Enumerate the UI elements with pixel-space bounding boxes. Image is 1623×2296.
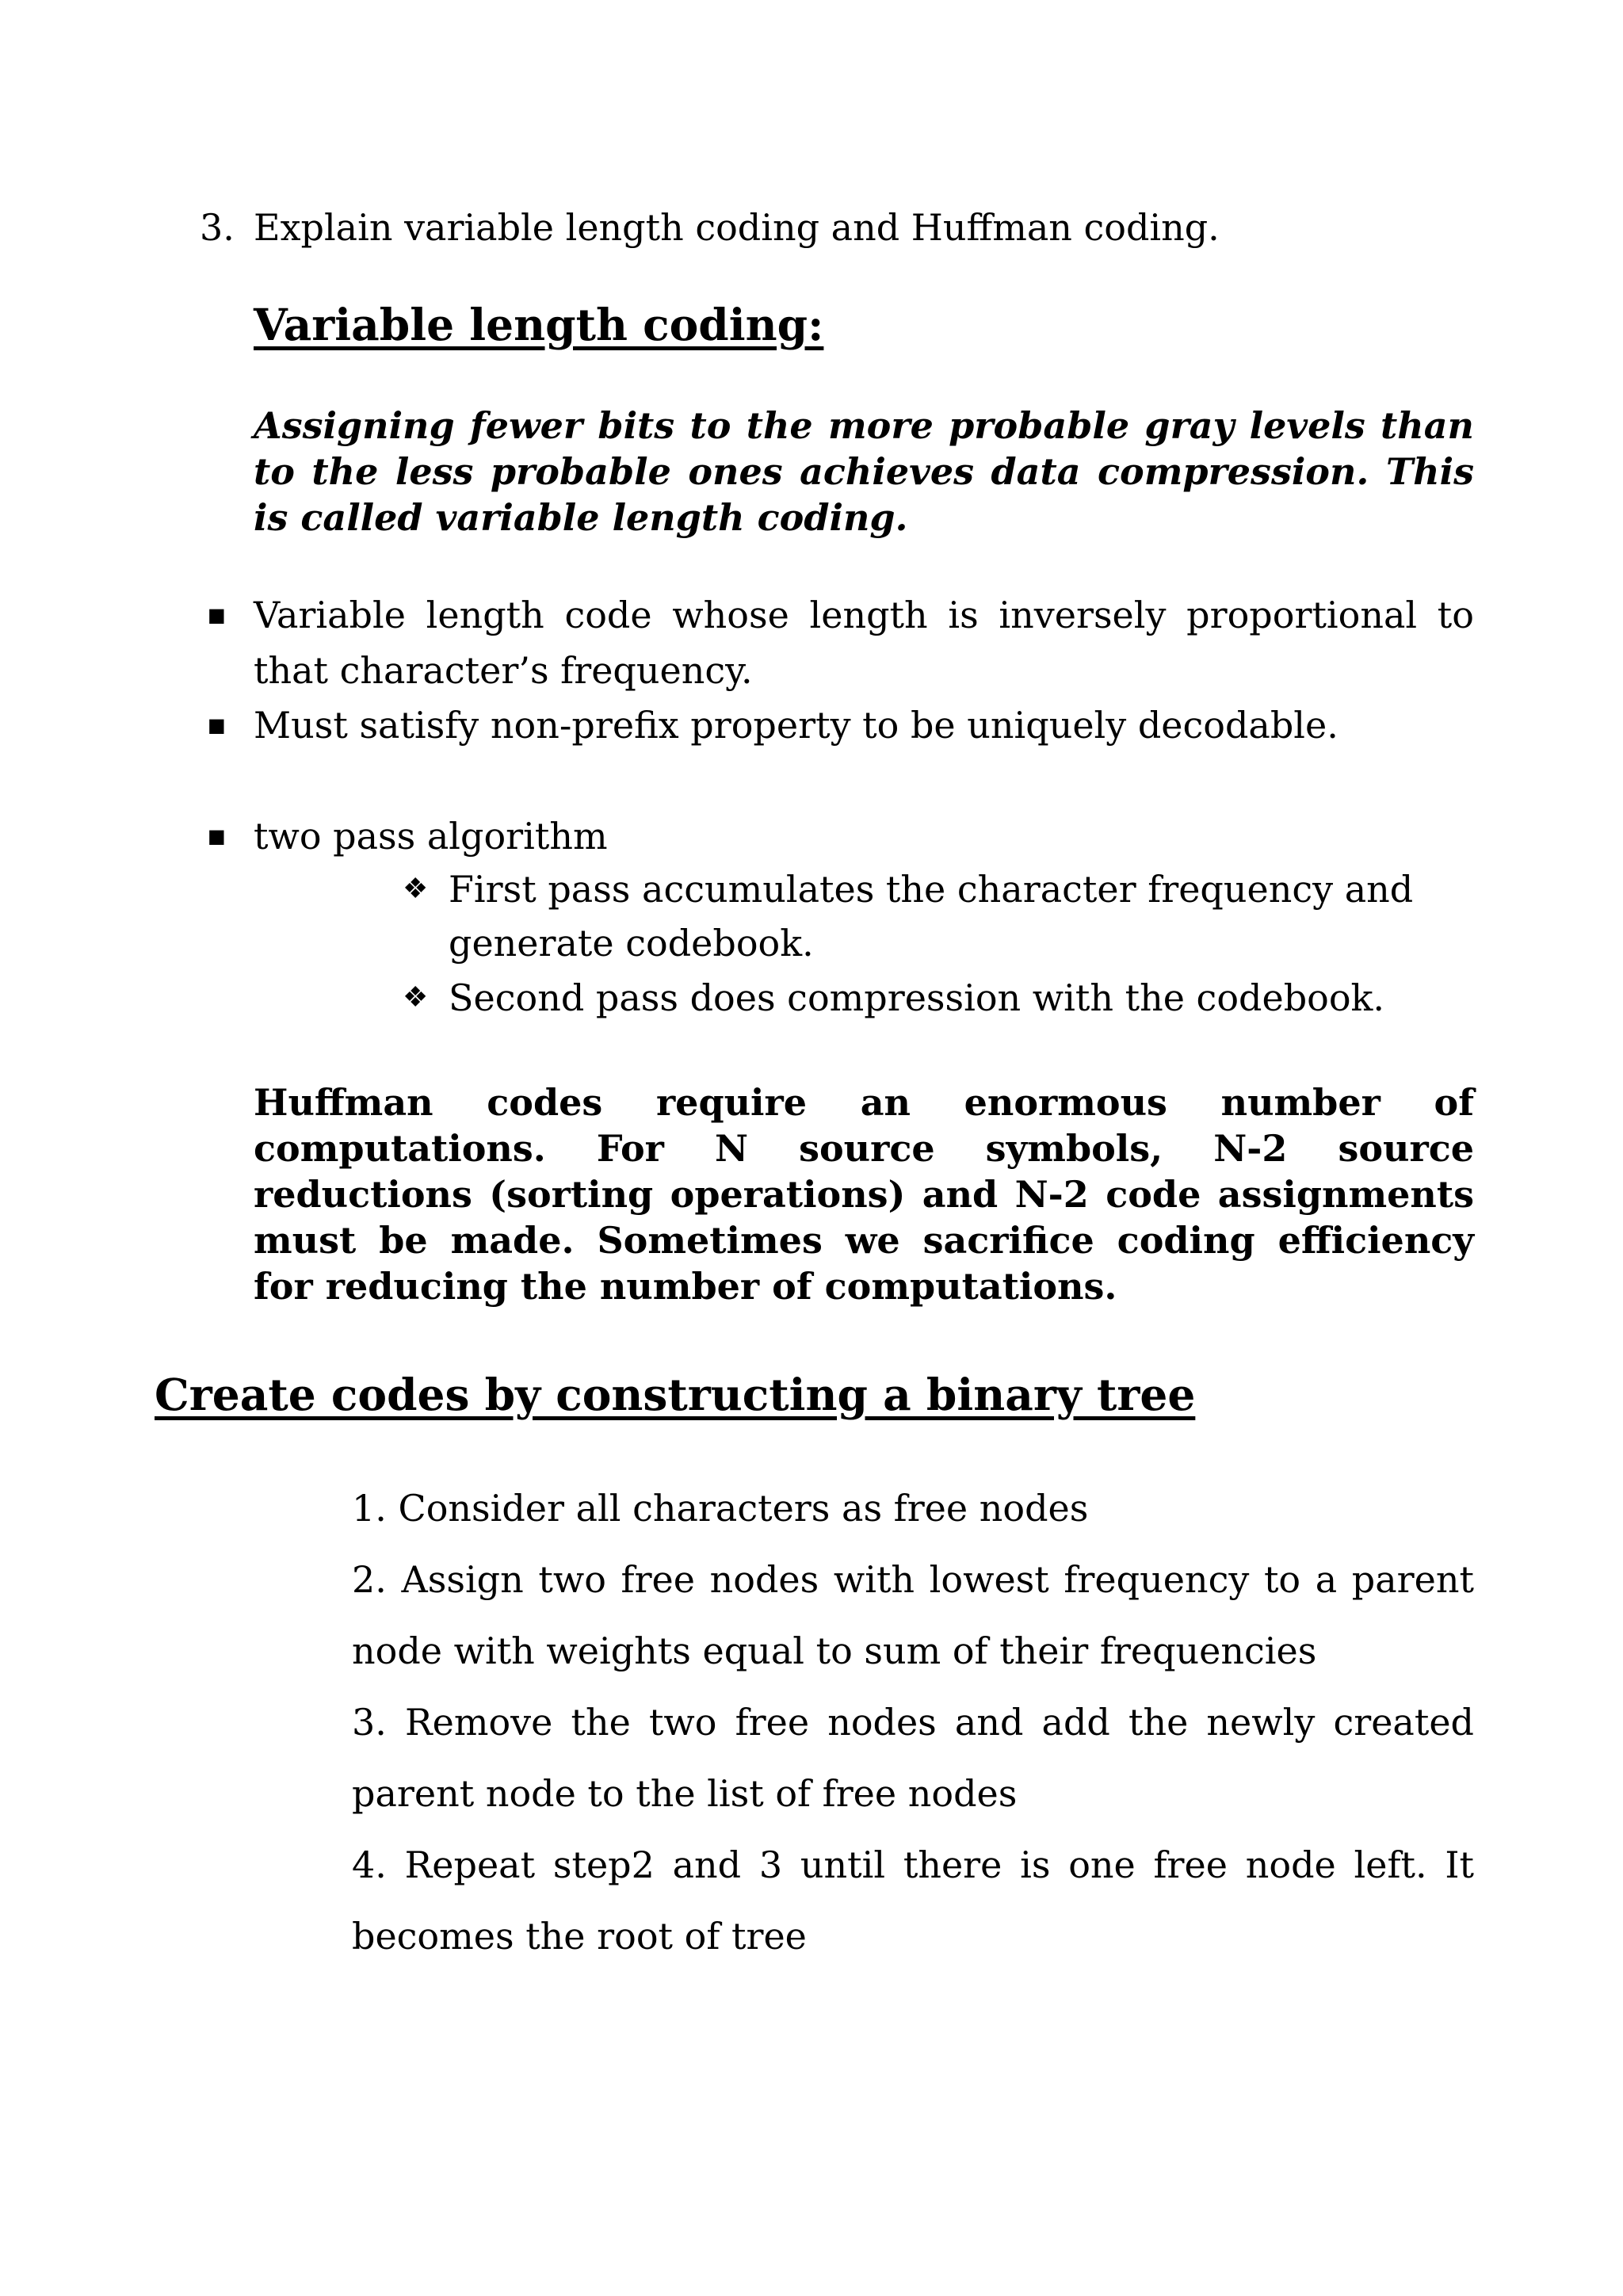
square-bullet-icon: ■ (208, 714, 226, 736)
step-item: 4. Repeat step2 and 3 until there is one free node left. It becomes the root of tree (352, 1843, 1474, 1958)
question-text: Explain variable length coding and Huffman coding. (254, 206, 1220, 249)
diamond-bullet-icon: ❖ (403, 873, 429, 905)
variable-length-definition: Assigning fewer bits to the more probable gray levels than to the less probable ones achieves data compression. This is called variable length coding. (254, 404, 1474, 539)
step-item: 2. Assign two free nodes with lowest frequency to a parent node with weights equal to sum of their frequencies (352, 1558, 1474, 1672)
sub-bullet-item: First pass accumulates the character frequency and generate codebook. (449, 868, 1414, 965)
question-number: 3. (200, 206, 235, 249)
step-item: 3. Remove the two free nodes and add the newly created parent node to the list of free nodes (352, 1701, 1474, 1815)
binary-tree-heading: Create codes by constructing a binary tree (155, 1369, 1196, 1420)
square-bullet-icon: ■ (208, 604, 226, 626)
step-item: 1. Consider all characters as free nodes (352, 1487, 1089, 1530)
variable-length-heading: Variable length coding: (254, 299, 824, 350)
bullet-item: Must satisfy non-prefix property to be uniquely decodable. (254, 704, 1338, 747)
square-bullet-icon: ■ (208, 825, 226, 847)
bullet-item: two pass algorithm (254, 815, 608, 858)
bullet-item: Variable length code whose length is inversely proportional to that character’s frequency. (254, 594, 1474, 692)
sub-bullet-item: Second pass does compression with the codebook. (449, 976, 1385, 1019)
binary-tree-steps (352, 1473, 1474, 1972)
huffman-note: Huffman codes require an enormous number of computations. For N source symbols, N-2 source reductions (sorting operations) and N-2 code assignments must be made. Sometimes we sacrifice coding efficiency for reducing the number of computations. (254, 1081, 1474, 1308)
diamond-bullet-icon: ❖ (403, 981, 429, 1014)
